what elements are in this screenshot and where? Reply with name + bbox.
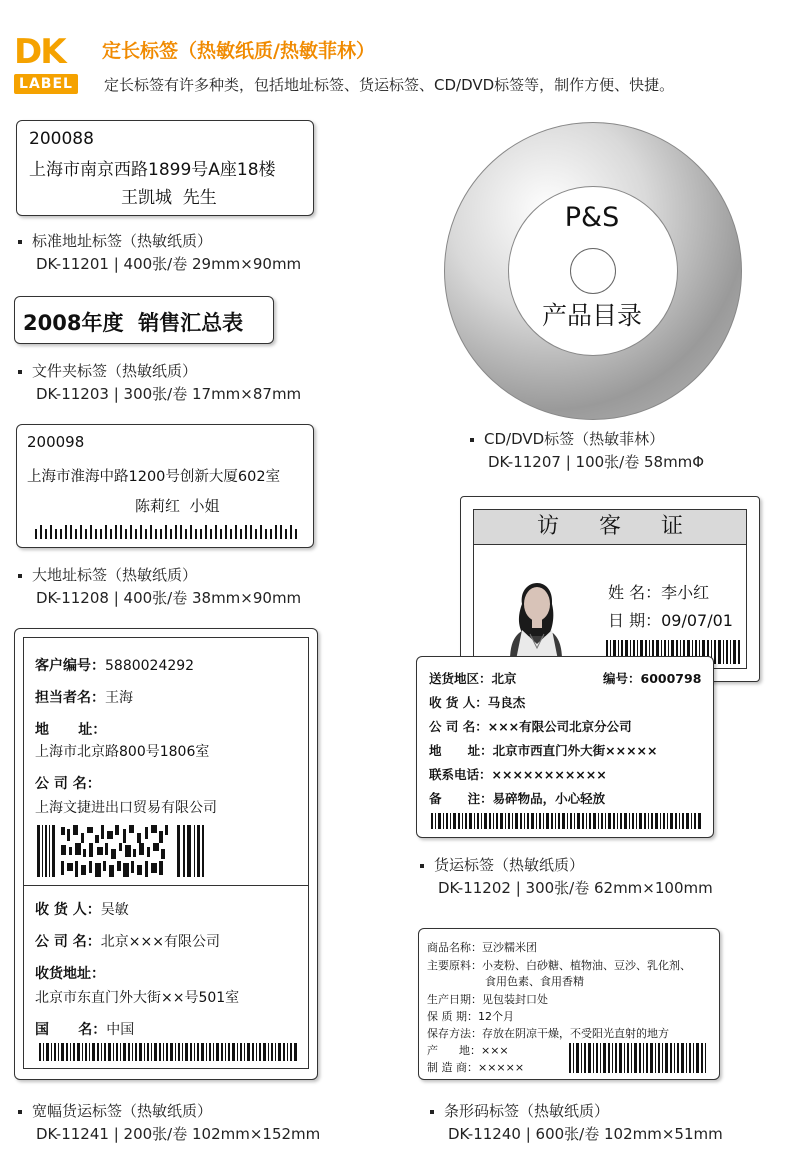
country: 国 名：中国 xyxy=(35,1022,135,1038)
shipping-receiver: 收 货 人：马良杰 xyxy=(429,695,526,710)
origin: 产 地：××× xyxy=(427,1044,509,1057)
pdf417-barcode xyxy=(37,825,205,877)
product-barcode xyxy=(569,1043,709,1073)
shipping-caption: 货运标签（热敏纸质） DK-11202 | 300张/卷 62mm×100mm xyxy=(420,854,713,900)
shipping-barcode xyxy=(431,813,701,829)
cd-subtitle: 产品目录 xyxy=(541,301,642,330)
manufacturer: 制 造 商：××××× xyxy=(427,1061,525,1074)
receiver-address: 北京市东直门外大街××号501室 xyxy=(35,990,240,1006)
shipping-address: 地 址：北京市西直门外大街××××× xyxy=(429,743,658,758)
wide-shipping-caption: 宽幅货运标签（热敏纸质） DK-11241 | 200张/卷 102mm×152mm xyxy=(18,1100,320,1146)
sender-company-label: 公 司 名： xyxy=(35,776,101,792)
barcode-product-label xyxy=(418,928,720,1080)
wide-label-barcode xyxy=(39,1043,297,1061)
address-text: 上海市淮海中路1200号创新大厦602室 xyxy=(27,469,281,485)
barcode-label-caption: 条形码标签（热敏纸质） DK-11240 | 600张/卷 102mm×51mm xyxy=(430,1100,723,1146)
folder-label-text: 2008年度 销售汇总表 xyxy=(23,311,244,335)
visitor-card-heading: 访客证 xyxy=(474,510,746,545)
production-date: 生产日期：见包装封口处 xyxy=(427,993,548,1006)
shipping-label xyxy=(416,656,714,838)
visitor-card xyxy=(460,496,760,682)
large-address-label xyxy=(16,424,314,548)
sender-address: 上海市北京路800号1806室 xyxy=(35,744,210,760)
bullet-icon xyxy=(18,1110,22,1114)
folder-label-caption: 文件夹标签（热敏纸质） DK-11203 | 300张/卷 17mm×87mm xyxy=(18,360,301,406)
visitor-name: 姓 名：李小红 xyxy=(608,583,710,602)
product-name: 商品名称：豆沙糯米团 xyxy=(427,941,537,954)
handler-name: 担当者名：王海 xyxy=(35,690,133,706)
bullet-icon xyxy=(430,1110,434,1114)
page-subtitle: 定长标签有许多种类，包括地址标签、货运标签、CD/DVD标签等，制作方便、快捷。 xyxy=(104,76,675,94)
bullet-icon xyxy=(18,240,22,244)
visitor-date: 日 期：09/07/01 xyxy=(608,611,733,630)
shelf-life: 保 质 期：12个月 xyxy=(427,1010,514,1023)
large-address-caption: 大地址标签（热敏纸质） DK-11208 | 400张/卷 38mm×90mm xyxy=(18,564,301,610)
cd-center-hole xyxy=(570,248,616,294)
bullet-icon xyxy=(470,438,474,442)
logo-text-label: LABEL xyxy=(14,74,78,94)
sender-company: 上海文捷进出口贸易有限公司 xyxy=(35,800,217,816)
standard-address-caption: 标准地址标签（热敏纸质） DK-11201 | 400张/卷 29mm×90mm xyxy=(18,230,301,276)
zip-code: 200088 xyxy=(29,129,94,149)
shipping-number: 编号：6000798 xyxy=(603,671,702,686)
postal-barcode xyxy=(35,523,299,539)
dk-label-logo xyxy=(14,32,80,96)
shipping-note: 备 注：易碎物品，小心轻放 xyxy=(429,791,606,806)
standard-address-label xyxy=(16,120,314,216)
recipient-name: 王凯城 先生 xyxy=(121,188,217,208)
wide-label-divider xyxy=(23,885,309,886)
sender-address-label: 地 址： xyxy=(35,722,107,738)
bullet-icon xyxy=(18,574,22,578)
customer-number: 客户编号：5880024292 xyxy=(35,658,195,674)
zip-code: 200098 xyxy=(27,433,85,451)
cd-caption: CD/DVD标签（热敏菲林） DK-11207 | 100张/卷 58mmΦ xyxy=(470,428,704,474)
cd-title: P&S xyxy=(564,202,620,233)
folder-label xyxy=(14,296,274,344)
bullet-icon xyxy=(18,370,22,374)
logo-text-dk: DK xyxy=(14,32,65,72)
bullet-icon xyxy=(420,864,424,868)
delivery-area: 送货地区：北京 xyxy=(429,671,517,686)
receiver-address-label: 收货地址： xyxy=(35,966,105,982)
receiver-company: 公 司 名：北京×××有限公司 xyxy=(35,934,220,950)
wide-shipping-label xyxy=(14,628,318,1080)
ingredients-continued: 食用色素、食用香精 xyxy=(485,975,584,988)
storage-method: 保存方法：存放在阴凉干燥，不受阳光直射的地方 xyxy=(427,1027,669,1040)
portrait-photo xyxy=(500,564,572,660)
recipient-name: 陈莉红 小姐 xyxy=(135,497,220,515)
shipping-phone: 联系电话：××××××××××× xyxy=(429,767,607,782)
page-title: 定长标签（热敏纸质/热敏菲林） xyxy=(102,40,375,62)
address-text: 上海市南京西路1899号A座18楼 xyxy=(29,160,276,180)
ingredients: 主要原料：小麦粉、白砂糖、植物油、豆沙、乳化剂、 xyxy=(427,959,691,972)
visitor-inner-frame xyxy=(473,509,747,669)
shipping-company: 公 司 名：×××有限公司北京分公司 xyxy=(429,719,632,734)
receiver-name: 收 货 人：吴敏 xyxy=(35,902,129,918)
